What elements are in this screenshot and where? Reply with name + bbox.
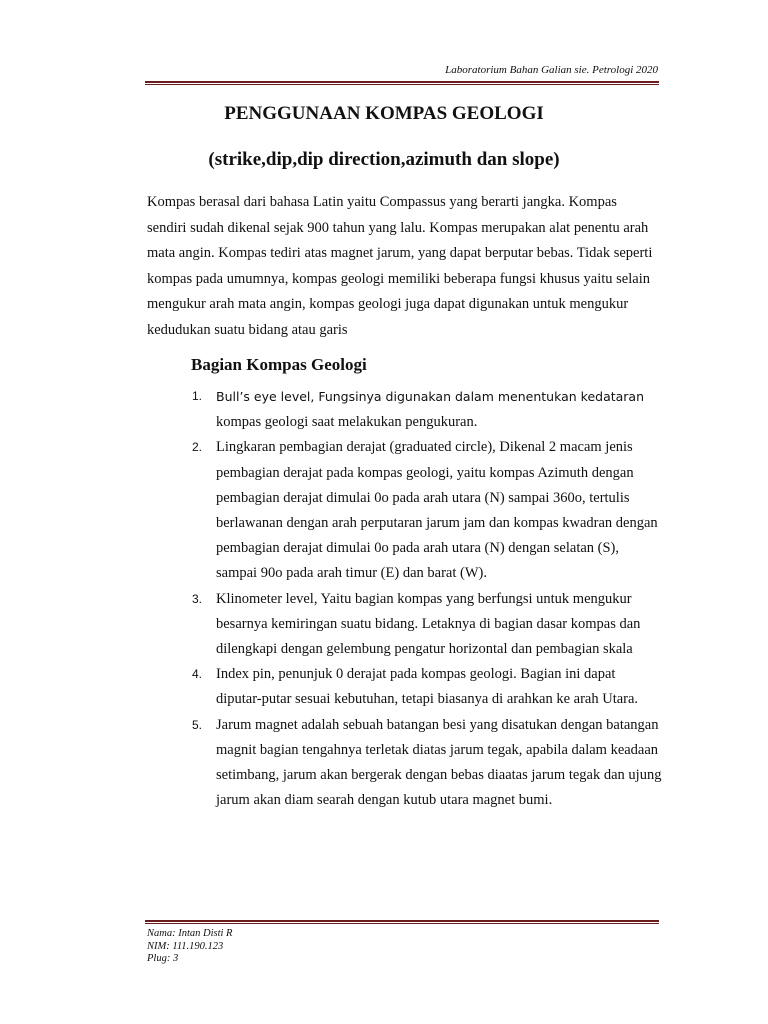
list-number: 3. — [192, 591, 203, 606]
intro-paragraph: Kompas berasal dari bahasa Latin yaitu Compassus yang berarti jangka. Kompas sendiri sudah dikenal sejak 900 tahun yang lalu. Kompas merupakan alat penentu arah mata angin. Kompas tediri atas magnet jarum, yang dapat berputar bebas. Tidak seperti kompas pada umumnya, kompas geologi memiliki beberapa fungsi khusus yaitu selain mengukur arah mata angin, kompas geologi juga dapat digunakan untuk mengukur kedudukan suatu bidang atau garis — [147, 194, 653, 338]
list-number: 1. — [192, 389, 203, 403]
footer-nim: NIM: 111.190.123 — [147, 940, 224, 952]
header-rule — [145, 81, 659, 85]
list-item — [190, 384, 662, 435]
list-number: 5. — [192, 717, 203, 732]
list-item-text: Lingkaran pembagian derajat (graduated circle), Dikenal 2 macam jenis pembagian derajat pada kompas geologi, yaitu kompas Azimuth dengan pembagian derajat dimulai 0o pada arah utara (N) sampai 360o, tertulis berlawanan dengan arah perputaran jarum jam dan kompas kwadran dengan pembagian derajat dimulai 0o pada arah utara (N) dengan selatan (S), sampai 90o pada arah timur (E) dan barat (W). — [216, 439, 658, 582]
footer-plug: Plug: 3 — [147, 953, 179, 964]
list-item-text: Jarum magnet adalah sebuah batangan besi yang disatukan dengan batangan magnit bagian tengahnya terletak diatas jarum tegak, apabila dalam keadaan setimbang, jarum akan bergerak dengan bebas diaatas jarum tegak dan ujung jarum akan diam searah dengan kutub utara magnet bumi. — [216, 716, 662, 809]
list-number: 4. — [192, 667, 203, 682]
running-header: Laboratorium Bahan Galian sie. Petrologi 2020 — [445, 64, 658, 76]
list-item-text: Index pin, penunjuk 0 derajat pada kompas geologi. Bagian ini dapat diputar-putar sesuai kebutuhan, tetapi biasanya di arahkan ke arah Utara. — [216, 666, 639, 708]
document-title: PENGGUNAAN KOMPAS GEOLOGI — [224, 103, 544, 124]
list-item — [190, 435, 662, 586]
list-item — [190, 662, 662, 712]
list-item-text: Bull’s eye level, Fungsinya digunakan dalam menentukan kedataran — [216, 389, 645, 404]
list-item-text: kompas geologi saat melakukan pengukuran. — [216, 414, 478, 431]
section-heading: Bagian Kompas Geologi — [191, 355, 367, 374]
parts-list — [190, 384, 662, 813]
document-subtitle: (strike,dip,dip direction,azimuth dan slope) — [208, 149, 560, 170]
footer-rule — [145, 920, 659, 924]
footer — [147, 928, 232, 966]
list-item — [190, 713, 662, 814]
list-item — [190, 587, 662, 663]
footer-name: Nama: Intan Disti R — [147, 928, 233, 939]
list-number: 2. — [192, 440, 203, 455]
list-item-text: Klinometer level, Yaitu bagian kompas yang berfungsi untuk mengukur besarnya kemiringan suatu bidang. Letaknya di bagian dasar kompas dan dilengkapi dengan gelembung pengatur horizontal dan pembagian skala — [216, 590, 641, 658]
